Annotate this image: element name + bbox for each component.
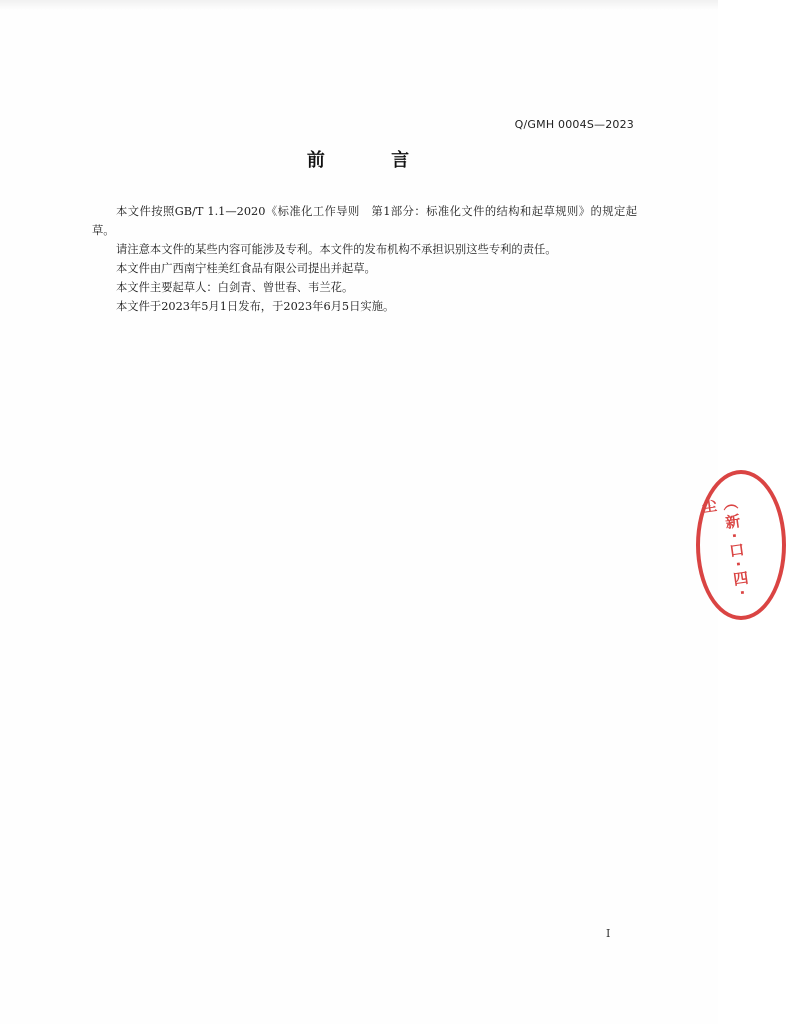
seal-text: （新·口·四·尘 bbox=[698, 493, 753, 601]
page-title: 前 言 bbox=[306, 150, 440, 171]
foreword-body bbox=[92, 202, 637, 316]
paragraph-dates: 本文件于2023年5月1日发布，于2023年6月5日实施。 bbox=[116, 300, 395, 313]
standard-code: Q/GMH 0004S—2023 bbox=[514, 118, 634, 131]
paragraph-proposer: 本文件由广西南宁桂美红食品有限公司提出并起草。 bbox=[116, 262, 376, 275]
page-number: I bbox=[606, 927, 611, 940]
scan-edge-shadow bbox=[0, 0, 718, 10]
company-seal-stamp bbox=[696, 470, 786, 620]
paragraph-patent-notice: 请注意本文件的某些内容可能涉及专利。本文件的发布机构不承担识别这些专利的责任。 bbox=[116, 243, 557, 256]
paragraph-drafting-rules: 本文件按照GB/T 1.1—2020《标准化工作导则 第1部分：标准化文件的结构和起草规则》的规定起草。 bbox=[92, 205, 637, 237]
paragraph-drafters: 本文件主要起草人：白剑青、曾世春、韦兰花。 bbox=[116, 281, 354, 294]
